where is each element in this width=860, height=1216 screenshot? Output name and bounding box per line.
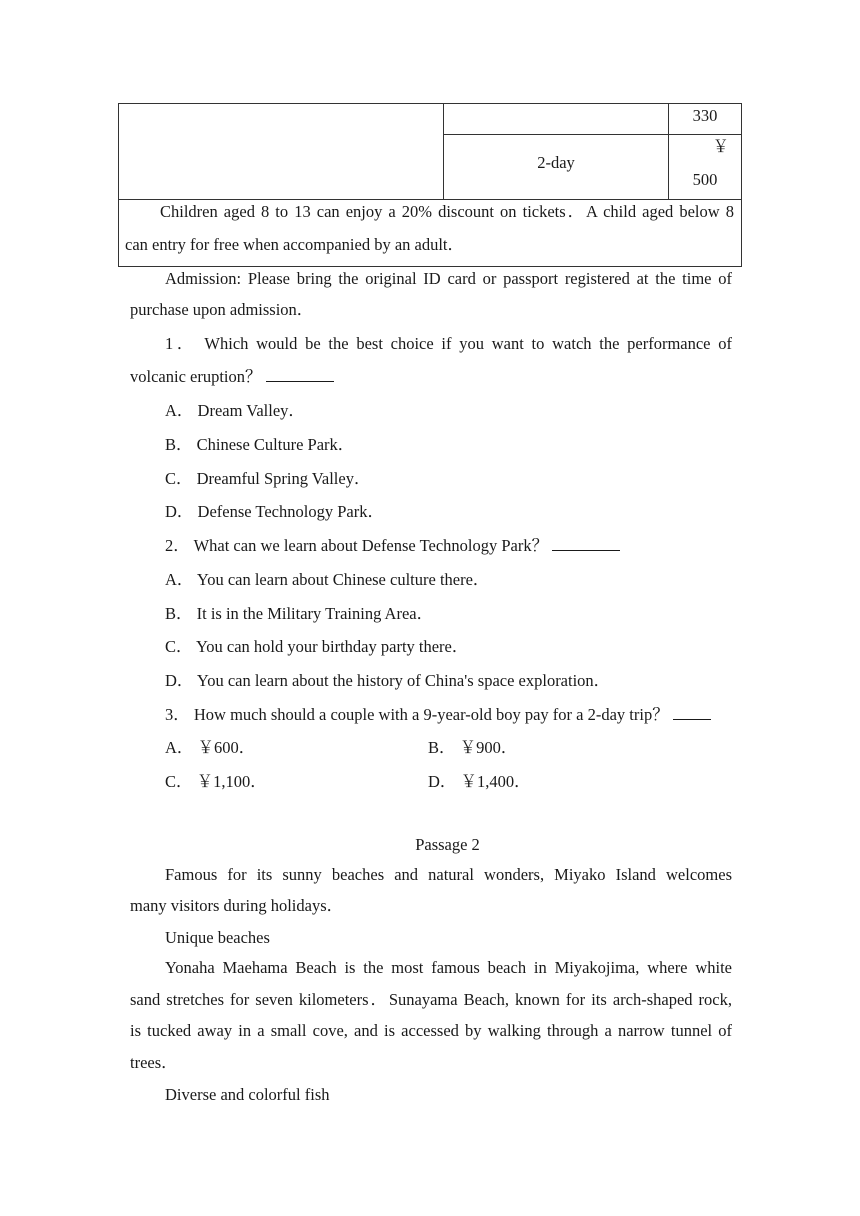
answer-blank [552, 549, 620, 551]
question-1-stem-text: volcanic eruption？ [130, 367, 262, 386]
price-cell-2day: 500 [692, 170, 718, 189]
question-1-option-c: C． Dreamful Spring Valley． [165, 469, 371, 488]
question-1-stem: 1． Which would be the best choice if you want to watch the performance of [165, 334, 732, 353]
admission-line2: purchase upon admission． [130, 300, 314, 319]
section-heading-beaches: Unique beaches [165, 928, 270, 947]
section-heading-fish: Diverse and colorful fish [165, 1085, 330, 1104]
price-cell: 330 [692, 106, 718, 125]
passage-2-intro-line1: Famous for its sunny beaches and natural wonders, Miyako Island welcomes [165, 865, 732, 884]
question-2-option-a: A． You can learn about Chinese culture there． [165, 570, 490, 589]
duration-cell: 2-day [537, 153, 575, 172]
question-3-stem-row [165, 704, 732, 726]
passage-2-intro-line2: many visitors during holidays． [130, 896, 344, 915]
beaches-para-line2: sand stretches for seven kilometers．Sunayama Beach, known for its arch-shaped rock, [130, 990, 732, 1009]
question-2-option-d: D． You can learn about the history of China's space exploration． [165, 671, 611, 690]
question-2-stem-row [165, 535, 732, 557]
answer-blank [266, 380, 334, 382]
beaches-para-line4: trees． [130, 1053, 178, 1072]
discount-note-line1: Children aged 8 to 13 can enjoy a 20% discount on tickets．A child aged below 8 [160, 202, 734, 221]
question-1-option-d: D． Defense Technology Park． [165, 502, 384, 521]
admission-line1: Admission: Please bring the original ID card or passport registered at the time of [165, 269, 732, 288]
question-3-option-a: A． ￥600． [165, 738, 256, 757]
ticket-price-table [118, 103, 742, 267]
question-2-option-c: C． You can hold your birthday party there． [165, 637, 469, 656]
passage-2-title: Passage 2 [415, 835, 480, 854]
beaches-para-line3: is tucked away in a small cove, and is accessed by walking through a narrow tunnel of [130, 1021, 732, 1040]
question-3-option-c: C． ￥1,100． [165, 772, 267, 791]
question-3-options-row2 [165, 771, 732, 793]
yen-symbol: ￥ [712, 137, 729, 156]
question-3-stem: 3． How much should a couple with a 9-year-old boy pay for a 2-day trip？ [165, 705, 669, 724]
discount-note-line2: can entry for free when accompanied by an adult． [125, 235, 465, 254]
beaches-para-line1: Yonaha Maehama Beach is the most famous beach in Miyakojima, where white [165, 958, 732, 977]
question-1-option-b: B． Chinese Culture Park． [165, 435, 355, 454]
question-2-stem: 2． What can we learn about Defense Technology Park？ [165, 536, 549, 555]
question-1-option-a: A． Dream Valley． [165, 401, 305, 420]
question-3-option-b: B． ￥900． [428, 738, 518, 757]
question-1-stem-cont [130, 366, 732, 388]
question-2-option-b: B． It is in the Military Training Area． [165, 604, 434, 623]
question-3-option-d: D． ￥1,400． [428, 772, 531, 791]
question-3-options-row1 [165, 737, 732, 759]
answer-blank [673, 718, 711, 720]
